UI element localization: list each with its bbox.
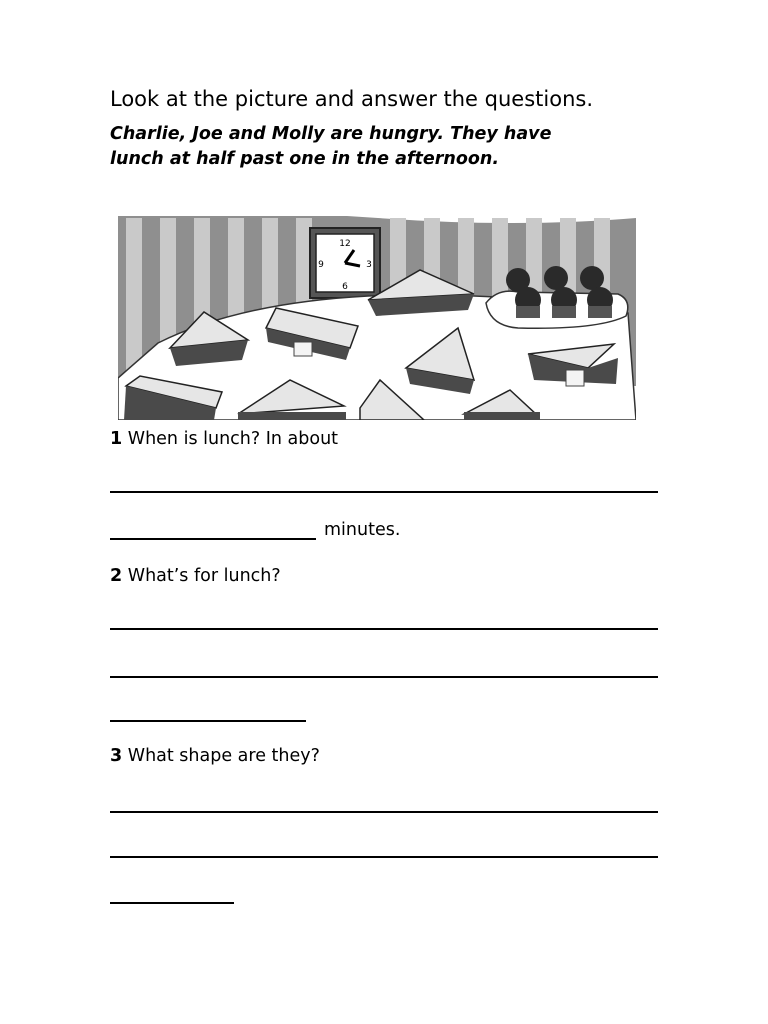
lunch-illustration — [118, 208, 636, 420]
question-1-number: 1 — [110, 429, 123, 449]
answer-line-2c[interactable] — [110, 720, 306, 722]
clock-number-9: 9 — [318, 260, 324, 270]
answer-line-3c[interactable] — [110, 902, 234, 904]
worksheet-intro — [110, 122, 670, 172]
wall-clock — [310, 228, 380, 298]
answer-line-2b[interactable] — [110, 676, 658, 678]
answer-line-1b[interactable] — [110, 538, 316, 540]
question-2-text: What’s for lunch? — [127, 566, 281, 586]
worksheet-instruction: Look at the picture and answer the questions. — [110, 87, 593, 111]
answer-line-3a[interactable] — [110, 811, 658, 813]
question-3 — [110, 745, 320, 767]
intro-line-2: lunch at half past one in the afternoon. — [110, 149, 499, 169]
answer-line-1a[interactable] — [110, 491, 658, 493]
intro-line-1: Charlie, Joe and Molly are hungry. They have — [110, 124, 552, 144]
question-3-text: What shape are they? — [127, 746, 320, 766]
clock-number-12: 12 — [339, 239, 351, 249]
answer-line-3b[interactable] — [110, 856, 658, 858]
question-1-suffix: minutes. — [324, 520, 401, 540]
question-1-text: When is lunch? In about — [127, 429, 339, 449]
question-1 — [110, 428, 338, 450]
answer-line-2a[interactable] — [110, 628, 658, 630]
clock-number-3: 3 — [366, 260, 372, 270]
question-2-number: 2 — [110, 566, 123, 586]
clock-number-6: 6 — [342, 282, 348, 292]
question-3-number: 3 — [110, 746, 123, 766]
question-2 — [110, 565, 281, 587]
